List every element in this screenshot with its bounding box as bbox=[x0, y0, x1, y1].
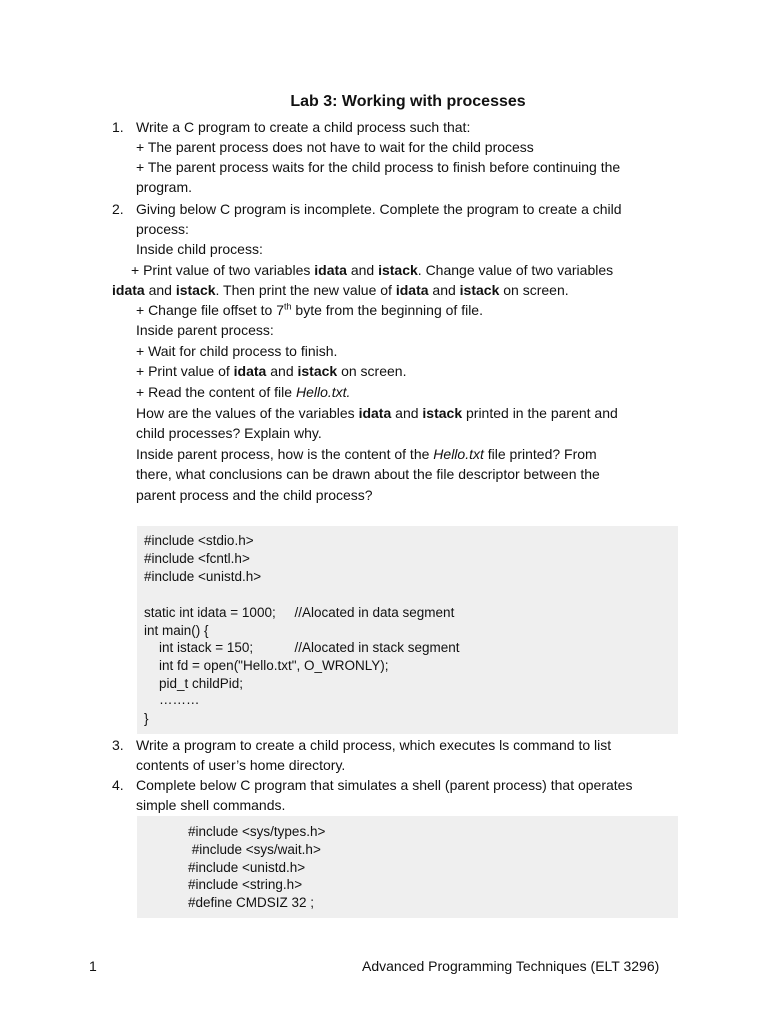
q1-intro: Write a C program to create a child process such that: bbox=[136, 119, 471, 135]
q2-intro-1: Giving below C program is incomplete. Complete the program to create a child bbox=[136, 201, 622, 217]
q2-child-bullet-1: + Print value of two variables idata and istack. Change value of two variables bbox=[131, 262, 614, 278]
page-number: 1 bbox=[89, 958, 97, 974]
code-line: #include <fcntl.h> bbox=[144, 551, 250, 566]
q4-line-1: Complete below C program that simulates a shell (parent process) that operates bbox=[136, 777, 633, 793]
code-line: int istack = 150; //Alocated in stack segment bbox=[144, 640, 460, 655]
code-line: #include <stdio.h> bbox=[144, 533, 254, 548]
q2-question-b-cont-2: parent process and the child process? bbox=[136, 487, 373, 503]
q1-number: 1. bbox=[112, 119, 124, 135]
q1-bullet-1: + The parent process does not have to wait for the child process bbox=[136, 139, 534, 155]
code-line: ……… bbox=[144, 692, 200, 707]
q2-question-a-cont: child processes? Explain why. bbox=[136, 425, 322, 441]
code-line: int fd = open("Hello.txt", O_WRONLY); bbox=[144, 658, 389, 673]
q2-child-bullet-2: + Change file offset to 7th byte from the beginning of file. bbox=[136, 301, 483, 318]
q2-question-a: How are the values of the variables idata and istack printed in the parent and bbox=[136, 405, 618, 421]
code-line: static int idata = 1000; //Alocated in data segment bbox=[144, 605, 455, 620]
q2-intro-2: process: bbox=[136, 221, 189, 237]
q3-number: 3. bbox=[112, 737, 124, 753]
q2-child-header: Inside child process: bbox=[136, 241, 263, 257]
code-line: #include <unistd.h> bbox=[144, 569, 262, 584]
q2-parent-bullet-3: + Read the content of file Hello.txt. bbox=[136, 384, 351, 400]
q1-bullet-2-cont: program. bbox=[136, 179, 193, 195]
code-block-1 bbox=[137, 526, 678, 734]
code-block-2 bbox=[137, 816, 678, 918]
q3-line-1: Write a program to create a child process, which executes ls command to list bbox=[136, 737, 612, 753]
code-line: #include <sys/types.h> bbox=[188, 824, 326, 839]
q2-child-bullet-1-cont: idata and istack. Then print the new value of idata and istack on screen. bbox=[112, 282, 569, 298]
q2-parent-bullet-1: + Wait for child process to finish. bbox=[136, 343, 338, 359]
code-line: #include <string.h> bbox=[188, 877, 303, 892]
code-line: } bbox=[144, 711, 149, 726]
q2-question-b: Inside parent process, how is the content of the Hello.txt file printed? From bbox=[136, 446, 597, 462]
code-line: #include <unistd.h> bbox=[188, 860, 306, 875]
q2-question-b-cont-1: there, what conclusions can be drawn about the file descriptor between the bbox=[136, 466, 600, 482]
code-line: #include <sys/wait.h> bbox=[188, 842, 321, 857]
code-line: #define CMDSIZ 32 ; bbox=[188, 895, 315, 910]
code-line: int main() { bbox=[144, 623, 209, 638]
q1-bullet-2: + The parent process waits for the child process to finish before continuing the bbox=[136, 159, 621, 175]
q4-number: 4. bbox=[112, 777, 124, 793]
q4-line-2: simple shell commands. bbox=[136, 797, 286, 813]
footer-course-title: Advanced Programming Techniques (ELT 3296) bbox=[362, 958, 660, 974]
q3-line-2: contents of user’s home directory. bbox=[136, 757, 346, 773]
q2-parent-bullet-2: + Print value of idata and istack on screen. bbox=[136, 363, 407, 379]
code-line: pid_t childPid; bbox=[144, 676, 244, 691]
q2-number: 2. bbox=[112, 201, 124, 217]
q2-parent-header: Inside parent process: bbox=[136, 322, 274, 338]
page-title: Lab 3: Working with processes bbox=[290, 93, 526, 110]
